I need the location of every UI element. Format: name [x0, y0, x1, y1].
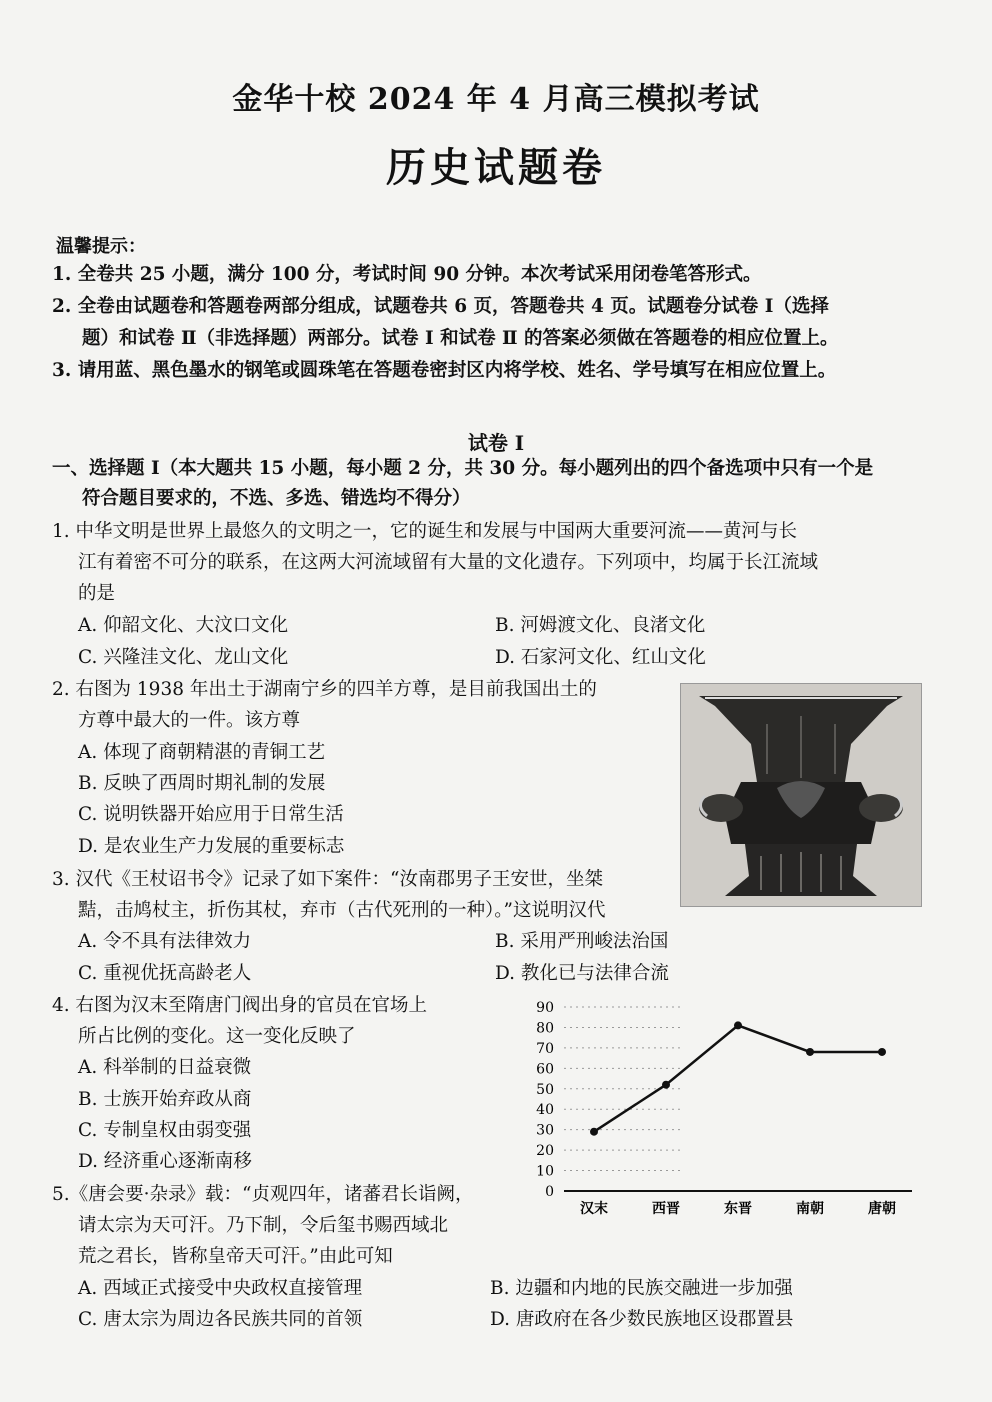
q3-option-d: D. 教化已与法律合流: [495, 963, 669, 984]
q5-stem-line2: 请太宗为天可汗。乃下制，令后玺书赐西域北: [78, 1215, 449, 1236]
q3-option-a: A. 令不具有法律效力: [78, 931, 252, 952]
q4-option-a: A. 科举制的日益衰微: [78, 1057, 252, 1078]
q5-stem-line3: 荒之君长，皆称皇帝天可汗。”由此可知: [78, 1246, 393, 1267]
q4-option-c: C. 专制皇权由弱变强: [78, 1120, 252, 1141]
line-chart-svg: [520, 995, 930, 1225]
data-point: [662, 1081, 670, 1089]
q3-option-c: C. 重视优抚高龄老人: [78, 963, 252, 984]
q2-stem-line1: 2. 右图为 1938 年出土于湖南宁乡的四羊方尊，是目前我国出土的: [52, 679, 597, 700]
q4-stem-line1: 4. 右图为汉末至隋唐门阀出身的官员在官场上: [52, 995, 428, 1016]
q5-option-c: C. 唐太宗为周边各民族共同的首领: [78, 1309, 363, 1330]
y-tick-label: 90: [536, 1000, 554, 1016]
tip-item-3: 3. 请用蓝、黑色墨水的钢笔或圆珠笔在答题卷密封区内将学校、姓名、学号填写在相应位置上。: [52, 360, 837, 381]
data-point: [590, 1128, 598, 1136]
y-tick-label: 10: [536, 1163, 554, 1180]
q2-option-a: A. 体现了商朝精湛的青铜工艺: [78, 742, 326, 763]
data-point: [806, 1048, 814, 1056]
q2-option-d: D. 是农业生产力发展的重要标志: [78, 836, 345, 857]
data-point: [734, 1021, 742, 1029]
q5-stem-line1: 5.《唐会要·杂录》载：“贞观四年，诸蕃君长诣阙，: [52, 1184, 474, 1205]
q3-option-b: B. 采用严刑峻法治国: [495, 931, 669, 952]
x-tick-label: 东晋: [724, 1201, 752, 1217]
x-tick-label: 汉末: [580, 1201, 608, 1217]
tips-heading: 温馨提示：: [56, 236, 146, 257]
y-tick-label: 40: [536, 1102, 554, 1119]
q1-option-c: C. 兴隆洼文化、龙山文化: [78, 647, 289, 668]
zun-illustration: [681, 684, 921, 906]
official-ratio-chart: [520, 995, 930, 1225]
series-line: [594, 1025, 882, 1131]
exam-title: 金华十校 2024 年 4 月高三模拟考试: [232, 82, 760, 117]
q1-option-b: B. 河姆渡文化、良渚文化: [495, 615, 706, 636]
y-tick-label: 50: [536, 1081, 554, 1098]
q1-stem-line3: 的是: [78, 583, 116, 604]
section-instruction-cont: 符合题目要求的，不选、多选、错选均不得分）: [82, 488, 471, 509]
section-title: 试卷 Ⅰ: [467, 431, 525, 455]
q2-stem-line2: 方尊中最大的一件。该方尊: [78, 710, 301, 731]
section-instruction: 一、选择题 Ⅰ（本大题共 15 小题，每小题 2 分，共 30 分。每小题列出的四个备选项中只有一个是: [52, 458, 874, 479]
q1-option-d: D. 石家河文化、红山文化: [495, 647, 706, 668]
q3-stem-line1: 3. 汉代《王杖诏书令》记录了如下案件：“汝南郡男子王安世，坐桀: [52, 869, 603, 890]
q2-option-c: C. 说明铁器开始应用于日常生活: [78, 804, 344, 825]
y-tick-label: 70: [536, 1040, 554, 1057]
data-point: [878, 1048, 886, 1056]
q5-option-d: D. 唐政府在各少数民族地区设郡置县: [490, 1309, 794, 1330]
tip-item-2-cont: 题）和试卷 Ⅱ（非选择题）两部分。试卷 Ⅰ 和试卷 Ⅱ 的答案必须做在答题卷的相应位置上。: [82, 328, 839, 349]
x-tick-label: 南朝: [796, 1201, 824, 1217]
exam-subtitle: 历史试题卷: [386, 144, 606, 191]
q4-option-b: B. 士族开始弃政从商: [78, 1089, 252, 1110]
four-ram-zun-image: [680, 683, 922, 907]
x-tick-label: 西晋: [652, 1201, 680, 1217]
y-tick-label: 0: [545, 1184, 554, 1200]
q1-stem-line2: 江有着密不可分的联系，在这两大河流域留有大量的文化遗存。下列项中，均属于长江流域: [78, 552, 819, 573]
tip-item-2: 2. 全卷由试题卷和答题卷两部分组成，试题卷共 6 页，答题卷共 4 页。试题卷分试卷 Ⅰ（选择: [52, 296, 829, 317]
q4-option-d: D. 经济重心逐渐南移: [78, 1151, 252, 1172]
q3-stem-line2: 黠，击鸠杖主，折伤其杖，弃市（古代死刑的一种）。”这说明汉代: [78, 900, 606, 921]
tip-item-1: 1. 全卷共 25 小题，满分 100 分，考试时间 90 分钟。本次考试采用闭卷笔答形式。: [52, 264, 762, 285]
y-tick-label: 60: [536, 1061, 554, 1078]
x-tick-label: 唐朝: [868, 1201, 896, 1217]
y-tick-label: 80: [536, 1020, 554, 1037]
q5-option-a: A. 西域正式接受中央政权直接管理: [78, 1278, 363, 1299]
q1-option-a: A. 仰韶文化、大汶口文化: [78, 615, 289, 636]
q1-stem-line1: 1. 中华文明是世界上最悠久的文明之一，它的诞生和发展与中国两大重要河流——黄河与长: [52, 521, 798, 542]
y-tick-label: 30: [536, 1122, 554, 1139]
q2-option-b: B. 反映了西周时期礼制的发展: [78, 773, 326, 794]
q4-stem-line2: 所占比例的变化。这一变化反映了: [78, 1026, 356, 1047]
q5-option-b: B. 边疆和内地的民族交融进一步加强: [490, 1278, 793, 1299]
y-tick-label: 20: [536, 1143, 554, 1160]
